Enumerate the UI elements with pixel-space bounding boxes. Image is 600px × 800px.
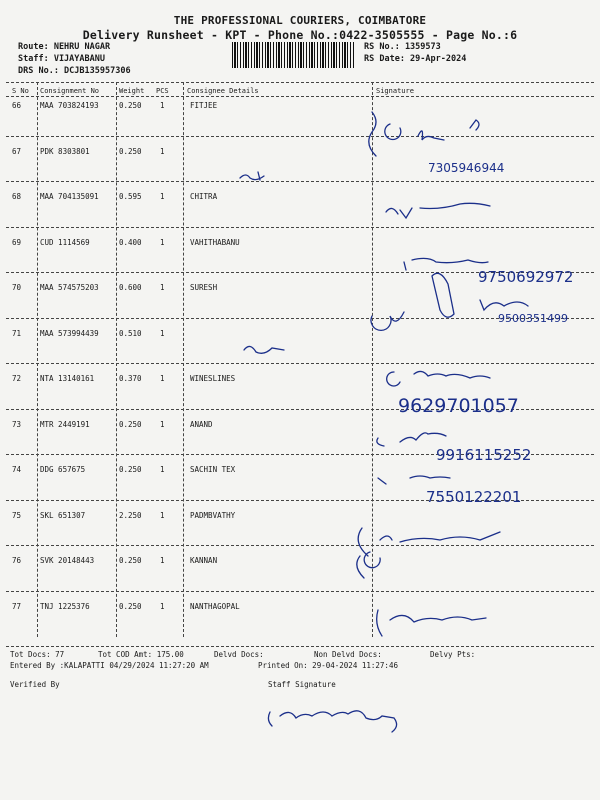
row-divider <box>6 272 594 273</box>
cell-sno: 76 <box>12 556 22 565</box>
col-divider <box>372 82 373 637</box>
cell-weight: 2.250 <box>119 510 142 520</box>
table-header-rule <box>6 96 594 97</box>
col-signature: Signature <box>376 87 414 95</box>
route: Route: NEHRU NAGAR <box>18 42 111 52</box>
cell-sno: 77 <box>12 601 22 611</box>
cell-consignee: SURESH <box>190 283 218 292</box>
cell-consignee: WINESLINES <box>190 374 236 383</box>
cell-consignment: PDK 8303801 <box>40 146 90 156</box>
row-divider <box>6 545 594 546</box>
row-divider <box>6 500 594 501</box>
cell-pcs: 1 <box>160 419 165 429</box>
cell-weight: 0.250 <box>119 101 142 110</box>
signature-row-74 <box>378 476 450 484</box>
row-divider <box>6 227 594 228</box>
cell-consignment: MTR 2449191 <box>40 419 90 429</box>
row-divider <box>6 181 594 182</box>
cell-consignment: MAA 703824193 <box>40 101 99 110</box>
cell-pcs: 1 <box>160 510 165 520</box>
cell-sno: 71 <box>12 328 22 338</box>
rs-date: RS Date: 29-Apr-2024 <box>364 54 467 64</box>
delivery-points: Delvy Pts: <box>430 650 476 659</box>
staff-signature-label: Staff Signature <box>268 680 336 689</box>
rs-number: RS No.: 1359573 <box>364 42 441 52</box>
signature-row-77 <box>377 610 486 636</box>
signature-row-69 <box>404 258 488 270</box>
cell-weight: 0.510 <box>119 328 142 338</box>
cell-consignment: MAA 704135091 <box>40 192 99 201</box>
cell-sno: 73 <box>12 419 22 429</box>
cell-sno: 70 <box>12 283 22 292</box>
cell-consignment: TNJ 1225376 <box>40 601 90 611</box>
cell-consignee: CHITRA <box>190 192 218 201</box>
row-divider <box>6 363 594 364</box>
delivered-docs: Delvd Docs: <box>214 650 264 659</box>
signature-row-66 <box>369 112 479 156</box>
cell-pcs: 1 <box>160 465 165 474</box>
scribble-row-67 <box>240 172 264 180</box>
handwritten-phone-69: 9750692972 <box>478 268 574 286</box>
cell-weight: 0.370 <box>119 374 142 383</box>
table-bottom-rule <box>6 646 594 647</box>
col-weight: Weight <box>119 87 145 95</box>
cell-weight: 0.595 <box>119 192 142 201</box>
cell-sno: 72 <box>12 374 22 383</box>
cell-weight: 0.250 <box>119 601 142 611</box>
handwritten-phone-73: 9916115252 <box>436 446 532 464</box>
cell-consignee: NANTHAGOPAL <box>190 601 240 611</box>
staff-signature <box>268 711 396 732</box>
signature-row-70 <box>371 273 528 330</box>
barcode <box>232 42 354 68</box>
cell-pcs: 1 <box>160 192 165 201</box>
cell-sno: 74 <box>12 465 22 474</box>
cell-consignee: ANAND <box>190 419 213 429</box>
cell-consignment: MAA 573994439 <box>40 328 99 338</box>
cell-pcs: 1 <box>160 374 165 383</box>
cell-consignee: SACHIN TEX <box>190 465 236 474</box>
cell-consignment: NTA 13140161 <box>40 374 95 383</box>
col-sno: S No <box>12 87 29 95</box>
cell-consignee: PADMBVATHY <box>190 510 236 520</box>
cell-pcs: 1 <box>160 283 165 292</box>
runsheet-subtitle: Delivery Runsheet - KPT - Phone No.:0422-3505555 - Page No.:6 <box>82 28 518 42</box>
col-consignment: Consignment No <box>40 87 100 95</box>
cell-weight: 0.250 <box>119 419 142 429</box>
cell-weight: 0.250 <box>119 146 142 156</box>
total-cod: Tot COD Amt: 175.00 <box>98 650 184 659</box>
row-divider <box>6 136 594 137</box>
cell-sno: 67 <box>12 146 22 156</box>
printed-on: Printed On: 29-04-2024 11:27:46 <box>258 661 398 670</box>
cell-sno: 68 <box>12 192 22 201</box>
entered-by: Entered By :KALAPATTI 04/29/2024 11:27:20 AM <box>10 661 209 670</box>
cell-consignee: VAHITHABANU <box>190 237 240 247</box>
handwritten-phone-74: 7550122201 <box>426 488 522 506</box>
cell-pcs: 1 <box>160 146 165 156</box>
cell-weight: 0.400 <box>119 237 142 247</box>
cell-sno: 69 <box>12 237 22 247</box>
cell-pcs: 1 <box>160 601 165 611</box>
cell-pcs: 1 <box>160 237 165 247</box>
col-pcs: PCS <box>156 87 169 95</box>
signature-row-73 <box>377 433 446 446</box>
table-top-rule <box>6 82 594 83</box>
row-divider <box>6 318 594 319</box>
cell-weight: 0.250 <box>119 465 142 474</box>
col-divider <box>183 82 184 637</box>
col-divider <box>37 82 38 637</box>
cell-weight: 0.250 <box>119 556 142 565</box>
cell-consignee: KANNAN <box>190 556 218 565</box>
col-divider <box>116 82 117 637</box>
handwritten-phone-66: 7305946944 <box>428 161 505 175</box>
signature-row-68 <box>386 203 490 218</box>
col-consignee: Consignee Details <box>187 87 259 95</box>
staff: Staff: VIJAYABANU <box>18 54 105 64</box>
non-delivered-docs: Non Delvd Docs: <box>314 650 382 659</box>
signature-row-72 <box>387 371 490 386</box>
signature-row-75 <box>357 528 500 578</box>
cell-sno: 66 <box>12 101 22 110</box>
row-divider <box>6 454 594 455</box>
cell-consignment: DDG 657675 <box>40 465 86 474</box>
cell-consignment: MAA 574575203 <box>40 283 99 292</box>
cell-sno: 75 <box>12 510 22 520</box>
cell-pcs: 1 <box>160 101 165 110</box>
cell-consignment: SVK 20148443 <box>40 556 95 565</box>
total-docs: Tot Docs: 77 <box>10 650 65 659</box>
row-divider <box>6 409 594 410</box>
verified-by: Verified By <box>10 680 60 689</box>
scribble-row-71 <box>244 346 284 353</box>
cell-consignment: SKL 651307 <box>40 510 86 520</box>
cell-consignee: FITJEE <box>190 101 218 110</box>
handwritten-phone-72: 9629701057 <box>398 395 519 417</box>
cell-weight: 0.600 <box>119 283 142 292</box>
handwritten-phone-70: 9500351499 <box>498 312 568 325</box>
cell-pcs: 1 <box>160 556 165 565</box>
cell-consignment: CUD 1114569 <box>40 237 90 247</box>
drs-number: DRS No.: DCJB135957306 <box>18 66 131 76</box>
cell-pcs: 1 <box>160 328 165 338</box>
company-title: THE PROFESSIONAL COURIERS, COIMBATORE <box>173 14 427 27</box>
row-divider <box>6 591 594 592</box>
